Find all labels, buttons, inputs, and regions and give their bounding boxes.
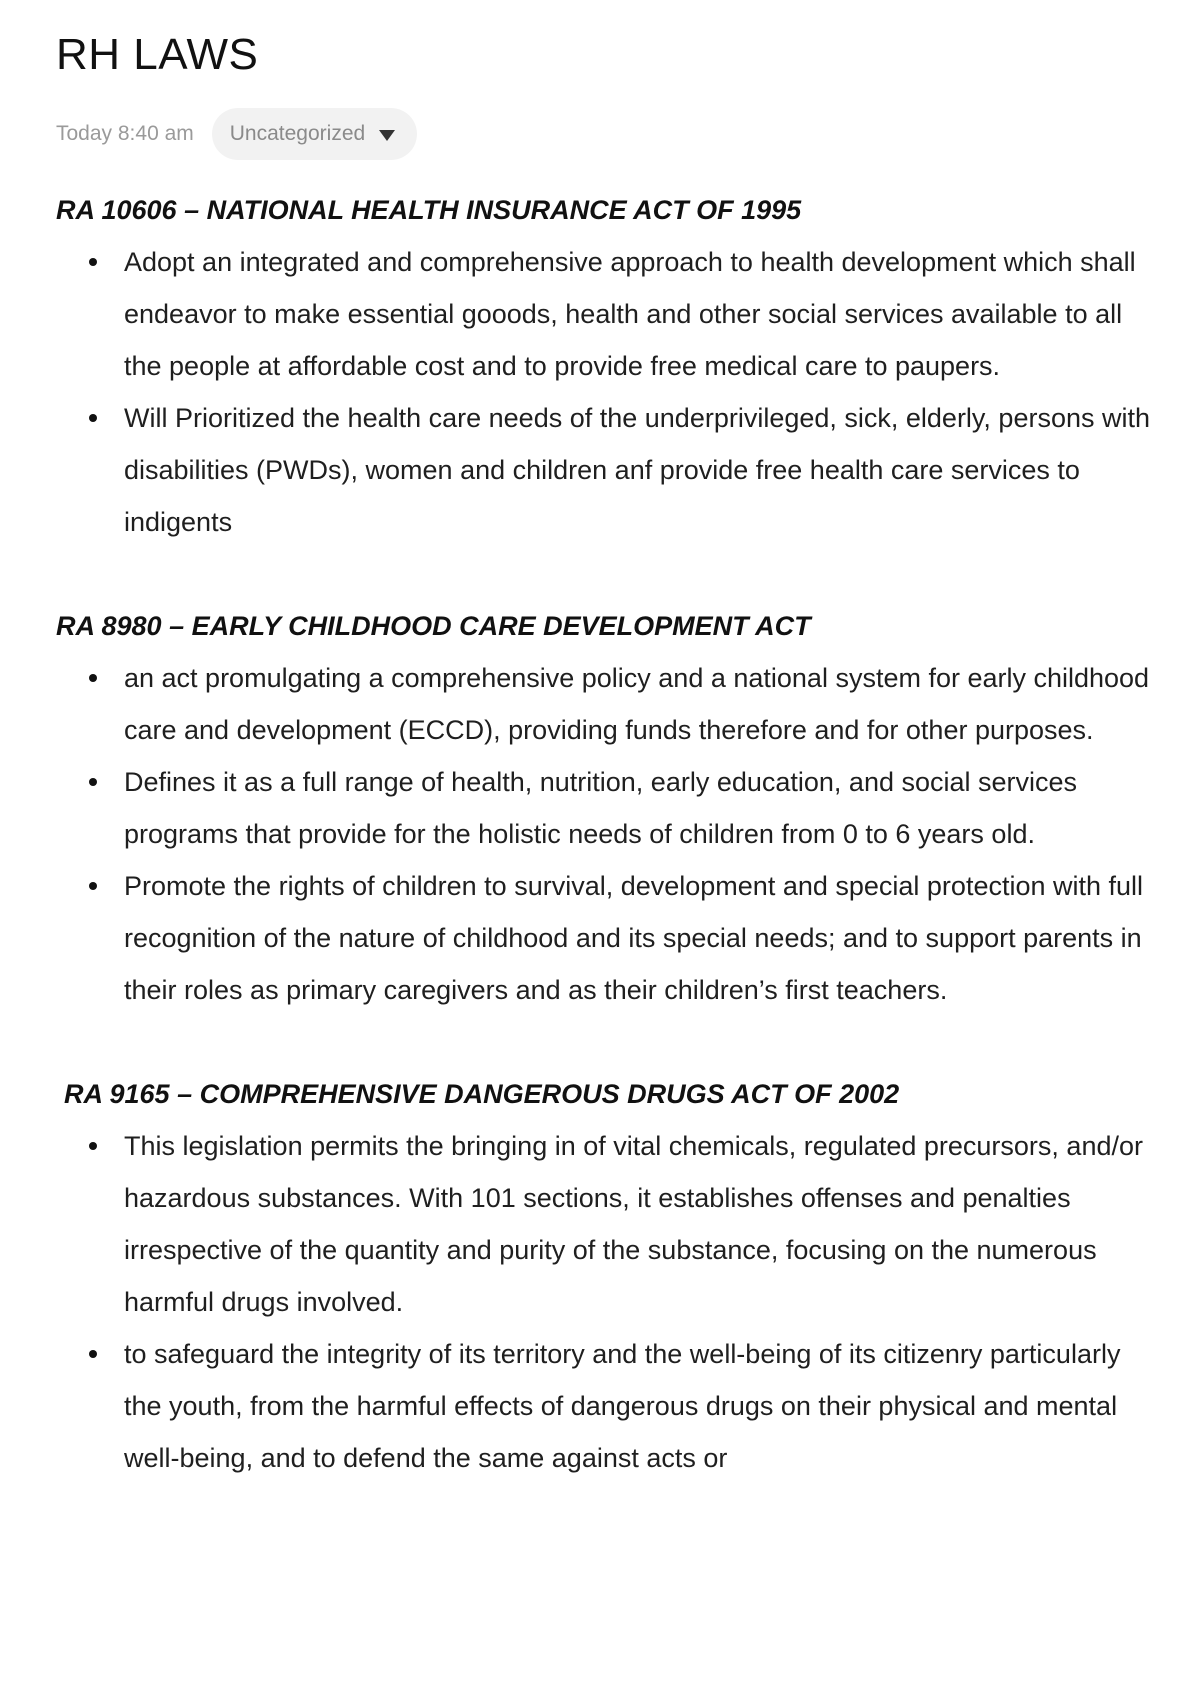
section-ra-9165: [56, 1068, 1156, 1484]
bullet-icon: [89, 1142, 97, 1150]
bullet-text: to safeguard the integrity of its territory and the well-being of its citizenry particularly the youth, from the harmful effects of dangerous drugs on their physical and mental well-being, and to defend the same against acts or: [124, 1339, 1121, 1473]
blank-line: [56, 1016, 1156, 1068]
bullet-text: Defines it as a full range of health, nutrition, early education, and social services programs that provide for the holistic needs of children from 0 to 6 years old.: [124, 767, 1078, 849]
category-label: Uncategorized: [229, 122, 366, 145]
category-dropdown[interactable]: [212, 108, 417, 160]
bullet-text: Promote the rights of children to survival, development and special protection with full recognition of the nature of childhood and its special needs; and to support parents in their roles as primary caregivers and as their children’s first teachers.: [124, 871, 1144, 1005]
section-ra-8980: [56, 600, 1156, 1016]
bullet-item: [56, 860, 1156, 1016]
note-body[interactable]: [56, 184, 1156, 1484]
bullet-text: Will Prioritized the health care needs of the underprivileged, sick, elderly, persons with disabilities (PWDs), women and children anf provide free health care services to indigents: [124, 403, 1150, 537]
blank-line: [56, 548, 1156, 600]
note-title[interactable]: RH LAWS: [56, 30, 259, 79]
bullet-list: [56, 236, 1156, 548]
note-timestamp: Today 8:40 am: [56, 122, 194, 145]
section-ra-10606: [56, 184, 1156, 548]
bullet-text: an act promulgating a comprehensive policy and a national system for early childhood care and development (ECCD), providing funds therefore and for other purposes.: [124, 663, 1150, 745]
section-heading: RA 9165 – COMPREHENSIVE DANGEROUS DRUGS ACT OF 2002: [64, 1079, 900, 1109]
bullet-text: This legislation permits the bringing in of vital chemicals, regulated precursors, and/or hazardous substances. With 101 sections, it establishes offenses and penalties irrespective of the quantity and purity of the substance, focusing on the numerous harmful drugs involved.: [124, 1131, 1143, 1317]
section-heading: RA 8980 – EARLY CHILDHOOD CARE DEVELOPMENT ACT: [56, 611, 811, 641]
bullet-icon: [89, 1350, 97, 1358]
bullet-text: Adopt an integrated and comprehensive approach to health development which shall endeavor to make essential gooods, health and other social services available to all the people at affordable cost and to provide free medical care to paupers.: [124, 247, 1136, 381]
bullet-icon: [89, 414, 97, 422]
caret-down-icon: [379, 130, 395, 141]
bullet-item: [56, 1120, 1156, 1328]
bullet-list: [56, 652, 1156, 1016]
bullet-icon: [89, 882, 97, 890]
note-meta: [56, 108, 417, 160]
bullet-item: [56, 756, 1156, 860]
section-heading: RA 10606 – NATIONAL HEALTH INSURANCE ACT OF 1995: [56, 195, 802, 225]
bullet-item: [56, 652, 1156, 756]
bullet-icon: [89, 674, 97, 682]
bullet-icon: [89, 778, 97, 786]
bullet-item: [56, 1328, 1156, 1484]
bullet-icon: [89, 258, 97, 266]
bullet-list: [56, 1120, 1156, 1484]
bullet-item: [56, 392, 1156, 548]
bullet-item: [56, 236, 1156, 392]
